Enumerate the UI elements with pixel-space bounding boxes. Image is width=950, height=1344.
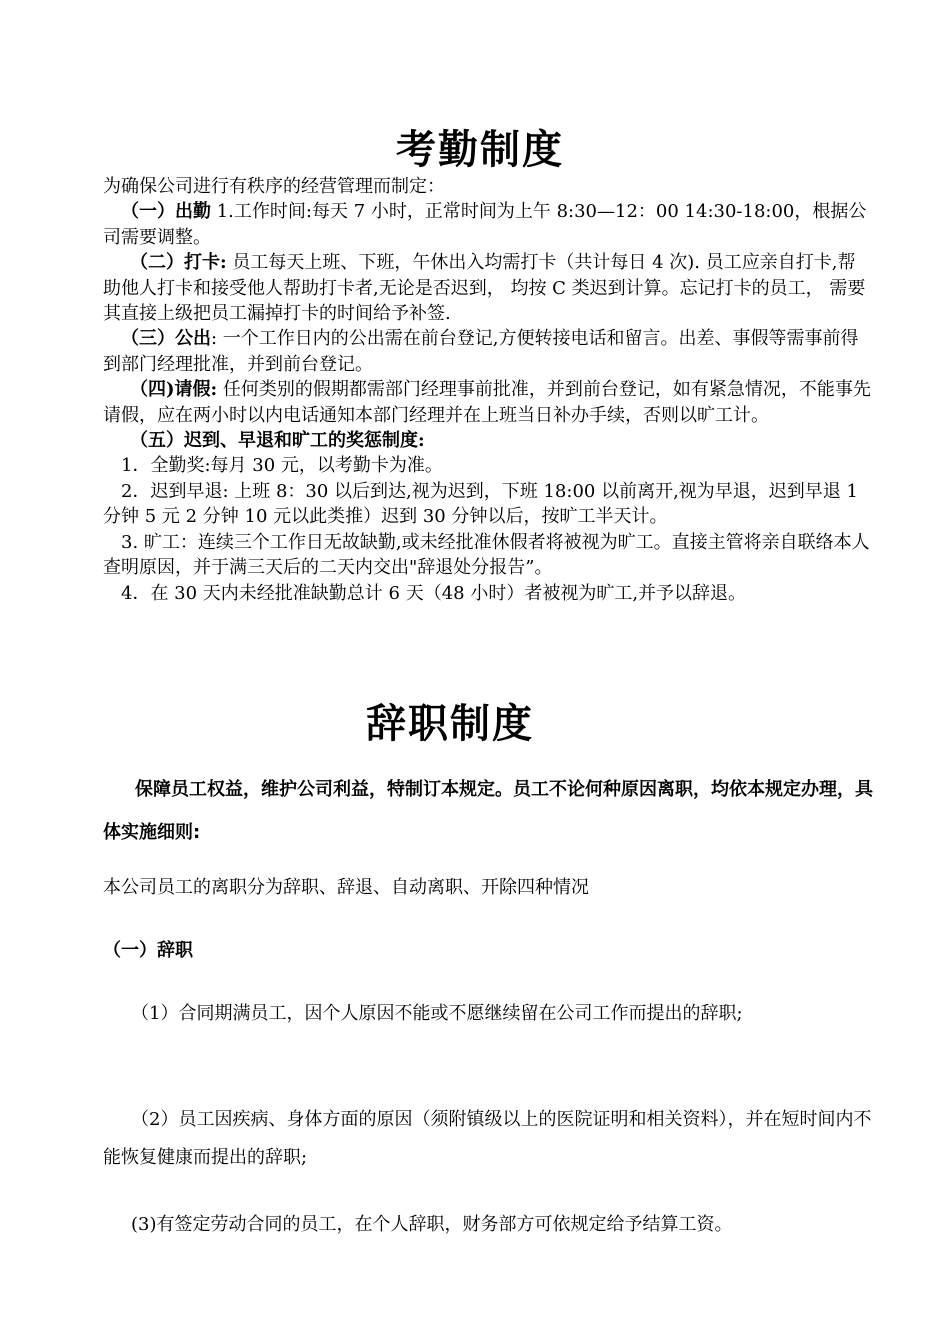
- resignation-item: [103, 995, 873, 1033]
- clause-heading: （一）出勤: [121, 201, 211, 223]
- clause-heading: （二）打卡:: [130, 252, 227, 274]
- clause-attendance: [103, 199, 871, 250]
- resignation-title: 辞职制度: [366, 701, 534, 747]
- clause-clock-in: [103, 250, 871, 326]
- clause-heading: （四)请假:: [130, 379, 218, 401]
- clause-text: 1.工作时间:每天 7 小时，正常时间为上午 8:30—12：00 14:30-18:00，根据公司需要调整。: [103, 201, 867, 248]
- attendance-intro: 为确保公司进行有秩序的经营管理而制定：: [103, 176, 445, 197]
- clause-text: : 一个工作日内的公出需在前台登记,方便转接电话和留言。出差、事假等需事前得到部门经理批准，并到前台登记。: [103, 328, 859, 375]
- clause-leave: [103, 377, 871, 428]
- clause-heading: （三）公出: [121, 328, 211, 350]
- resignation-item-text: （1）合同期满员工，因个人原因不能或不愿继续留在公司工作而提出的辞职;: [131, 1003, 743, 1024]
- rule-item: 3. 旷工：连续三个工作日无故缺勤,或未经批准休假者将被视为旷工。直接主管将亲自联络本人查明原因，并于满三天后的二天内交出"辞退处分报告”。: [103, 531, 870, 579]
- rule-item: 1．全勤奖:每月 30 元，以考勤卡为准。: [121, 455, 443, 477]
- clause-text: 员工每天上班、下班，午休出入均需打卡（共计每日 4 次). 员工应亲自打卡,帮助他人打卡和接受他人帮助打卡者,无论是否迟到， 均按 C 类迟到计算。忘记打卡的员工， 需要其直接上级把员工漏掉打卡的时间给予补签.: [103, 252, 866, 325]
- rule-item: 4．在 30 天内未经批准缺勤总计 6 天（48 小时）者被视为旷工,并予以辞退。: [121, 582, 747, 604]
- resignation-item: [103, 1206, 873, 1244]
- resignation-item-text: (3)有签定劳动合同的员工，在个人辞职，财务部方可依规定给予结算工资。: [131, 1214, 733, 1235]
- resignation-intro: [103, 768, 873, 854]
- resignation-intro-text: 保障员工权益，维护公司利益，特制订本规定。员工不论何种原因离职，均依本规定办理，具体实施细则:: [103, 779, 873, 843]
- clause-rewards-heading: （五）迟到、早退和旷工的奖惩制度:: [130, 430, 425, 452]
- resignation-item-text: （2）员工因疾病、身体方面的原因（须附镇级以上的医院证明和相关资料），并在短时间内不能恢复健康而提出的辞职;: [103, 1109, 872, 1168]
- attendance-title: 考勤制度: [396, 127, 564, 173]
- resignation-types: 本公司员工的离职分为辞职、辞退、自动离职、开除四种情况: [103, 877, 589, 898]
- rule-item: 2．迟到早退: 上班 8：30 以后到达,视为迟到，下班 18:00 以前离开,视为早退，迟到早退 1 分钟 5 元 2 分钟 10 元以此类推）迟到 30 分钟以后，按旷工半天计。: [103, 480, 858, 528]
- resignation-item: [103, 1101, 873, 1177]
- attendance-section: [103, 174, 871, 606]
- resignation-subheading: （一）辞职: [103, 940, 193, 961]
- clause-text: 任何类别的假期都需部门经理事前批准，并到前台登记，如有紧急情况，不能事先请假，应在两小时以内电话通知本部门经理并在上班当日补办手续，否则以旷工计。: [103, 379, 871, 426]
- clause-business-out: [103, 326, 871, 377]
